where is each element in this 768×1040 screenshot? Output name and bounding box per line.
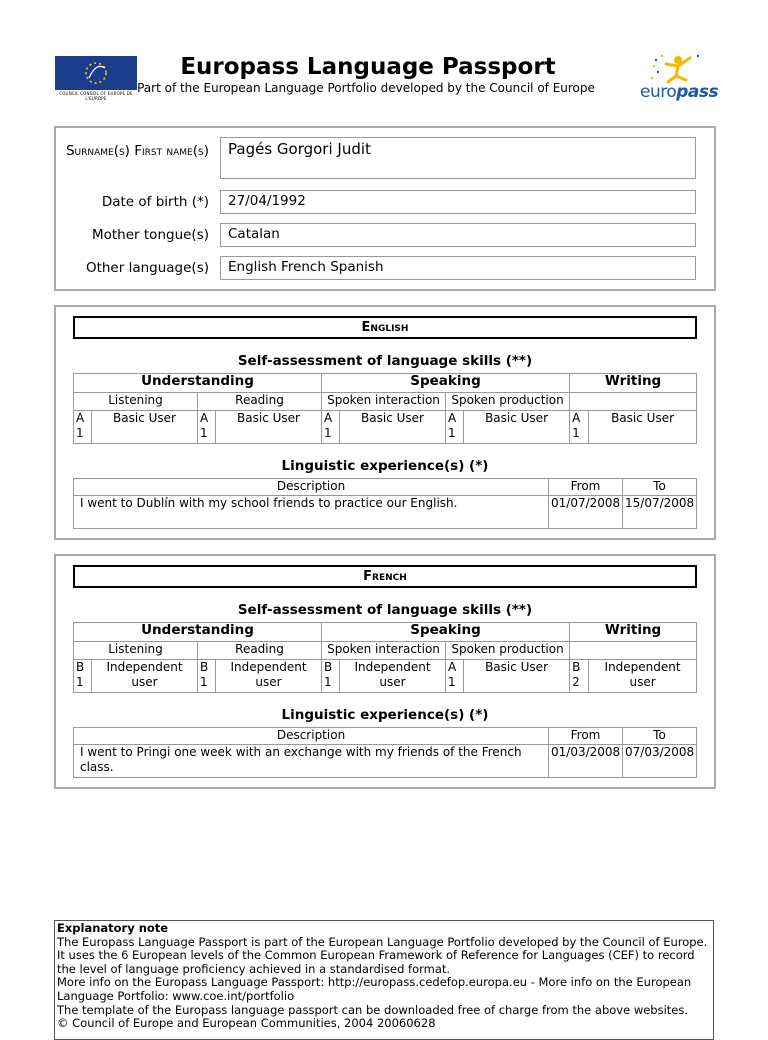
language-title: French bbox=[73, 565, 697, 588]
europass-logo bbox=[636, 52, 718, 108]
other-languages-field: English French Spanish bbox=[220, 256, 696, 280]
skills-table bbox=[73, 622, 697, 693]
writing-subheader bbox=[570, 393, 697, 411]
to-header: To bbox=[623, 479, 697, 496]
europass-logo-text: europass bbox=[640, 82, 719, 102]
description-header: Description bbox=[74, 479, 549, 496]
mother-tongue-field: Catalan bbox=[220, 223, 696, 247]
page-subtitle: Part of the European Language Portfolio developed by the Council of Europe bbox=[137, 81, 595, 95]
note-text: The template of the Europass language passport can be downloaded free of charge from the above websites. bbox=[57, 1002, 689, 1017]
dob-field: 27/04/1992 bbox=[220, 190, 696, 214]
level-text: Independent user bbox=[589, 660, 697, 693]
level-code: A 1 bbox=[446, 411, 464, 444]
experience-from: 01/03/2008 bbox=[549, 745, 623, 778]
council-of-europe-logo-text: COUNCIL CONSEIL OF EUROPE DE L'EUROPE bbox=[59, 91, 133, 101]
level-code: A 1 bbox=[446, 660, 464, 693]
speaking-header: Speaking bbox=[322, 623, 570, 642]
experience-to: 07/03/2008 bbox=[623, 745, 697, 778]
mother-tongue-label: Mother tongue(s) bbox=[91, 227, 209, 243]
surname-label: Surname(s) First name(s) bbox=[65, 143, 209, 159]
explanatory-note bbox=[54, 920, 714, 1040]
spoken-interaction-header: Spoken interaction bbox=[322, 642, 446, 660]
linguistic-experience-title: Linguistic experience(s) (*) bbox=[281, 458, 489, 474]
description-header: Description bbox=[74, 728, 549, 745]
level-code: A 1 bbox=[74, 411, 92, 444]
level-code: A 1 bbox=[570, 411, 589, 444]
experience-description: I went to Pringi one week with an exchange with my friends of the French class. bbox=[74, 745, 549, 778]
personal-info-box bbox=[54, 126, 716, 291]
spoken-production-header: Spoken production bbox=[446, 393, 570, 411]
level-text: Independent user bbox=[340, 660, 446, 693]
level-code: A 1 bbox=[322, 411, 340, 444]
writing-subheader bbox=[570, 642, 697, 660]
europass-figure-icon bbox=[636, 52, 718, 86]
listening-header: Listening bbox=[74, 642, 198, 660]
to-header: To bbox=[623, 728, 697, 745]
listening-header: Listening bbox=[74, 393, 198, 411]
level-code: B 2 bbox=[570, 660, 589, 693]
experience-table bbox=[73, 727, 697, 778]
understanding-header: Understanding bbox=[74, 623, 322, 642]
surname-field: Pagés Gorgori Judit bbox=[220, 137, 696, 179]
from-header: From bbox=[549, 728, 623, 745]
note-text: The Europass Language Passport is part of the European Language Portfolio developed by the Council of Europe. It uses the 6 European levels of the Common European Framework of Reference for Languages (CEF) to record the level of language proficiency achieved in a standardised format. bbox=[57, 934, 708, 976]
level-text: Basic User bbox=[464, 411, 570, 444]
reading-header: Reading bbox=[198, 393, 322, 411]
experience-to: 15/07/2008 bbox=[623, 496, 697, 529]
experience-from: 01/07/2008 bbox=[549, 496, 623, 529]
self-assessment-title: Self-assessment of language skills (**) bbox=[237, 353, 533, 369]
spoken-production-header: Spoken production bbox=[446, 642, 570, 660]
language-title: English bbox=[73, 316, 697, 339]
level-text: Basic User bbox=[340, 411, 446, 444]
page-title: Europass Language Passport bbox=[180, 54, 556, 80]
level-text: Basic User bbox=[92, 411, 198, 444]
level-text: Independent user bbox=[216, 660, 322, 693]
skills-table bbox=[73, 373, 697, 444]
level-text: Basic User bbox=[216, 411, 322, 444]
note-copyright: © Council of Europe and European Communities, 2004 20060628 bbox=[57, 1016, 436, 1031]
level-text: Basic User bbox=[464, 660, 570, 693]
other-languages-label: Other language(s) bbox=[85, 260, 209, 276]
level-text: Basic User bbox=[589, 411, 697, 444]
spoken-interaction-header: Spoken interaction bbox=[322, 393, 446, 411]
linguistic-experience-title: Linguistic experience(s) (*) bbox=[281, 707, 489, 723]
level-text: Independent user bbox=[92, 660, 198, 693]
experience-description: I went to Dublín with my school friends to practice our English. bbox=[74, 496, 549, 529]
speaking-header: Speaking bbox=[322, 374, 570, 393]
dob-label: Date of birth (*) bbox=[101, 194, 209, 210]
reading-header: Reading bbox=[198, 642, 322, 660]
understanding-header: Understanding bbox=[74, 374, 322, 393]
note-text: More info on the Europass Language Passport: http://europass.cedefop.europa.eu - More info on the European Language Portfolio: www.coe.int/portfolio bbox=[57, 975, 692, 1003]
writing-header: Writing bbox=[570, 623, 697, 642]
note-title: Explanatory note bbox=[57, 921, 169, 935]
language-box-french bbox=[54, 554, 716, 789]
experience-table bbox=[73, 478, 697, 529]
level-code: B 1 bbox=[322, 660, 340, 693]
from-header: From bbox=[549, 479, 623, 496]
level-code: B 1 bbox=[198, 660, 216, 693]
level-code: B 1 bbox=[74, 660, 92, 693]
writing-header: Writing bbox=[570, 374, 697, 393]
page-header bbox=[0, 0, 768, 120]
self-assessment-title: Self-assessment of language skills (**) bbox=[237, 602, 533, 618]
language-box-english bbox=[54, 305, 716, 540]
level-code: A 1 bbox=[198, 411, 216, 444]
